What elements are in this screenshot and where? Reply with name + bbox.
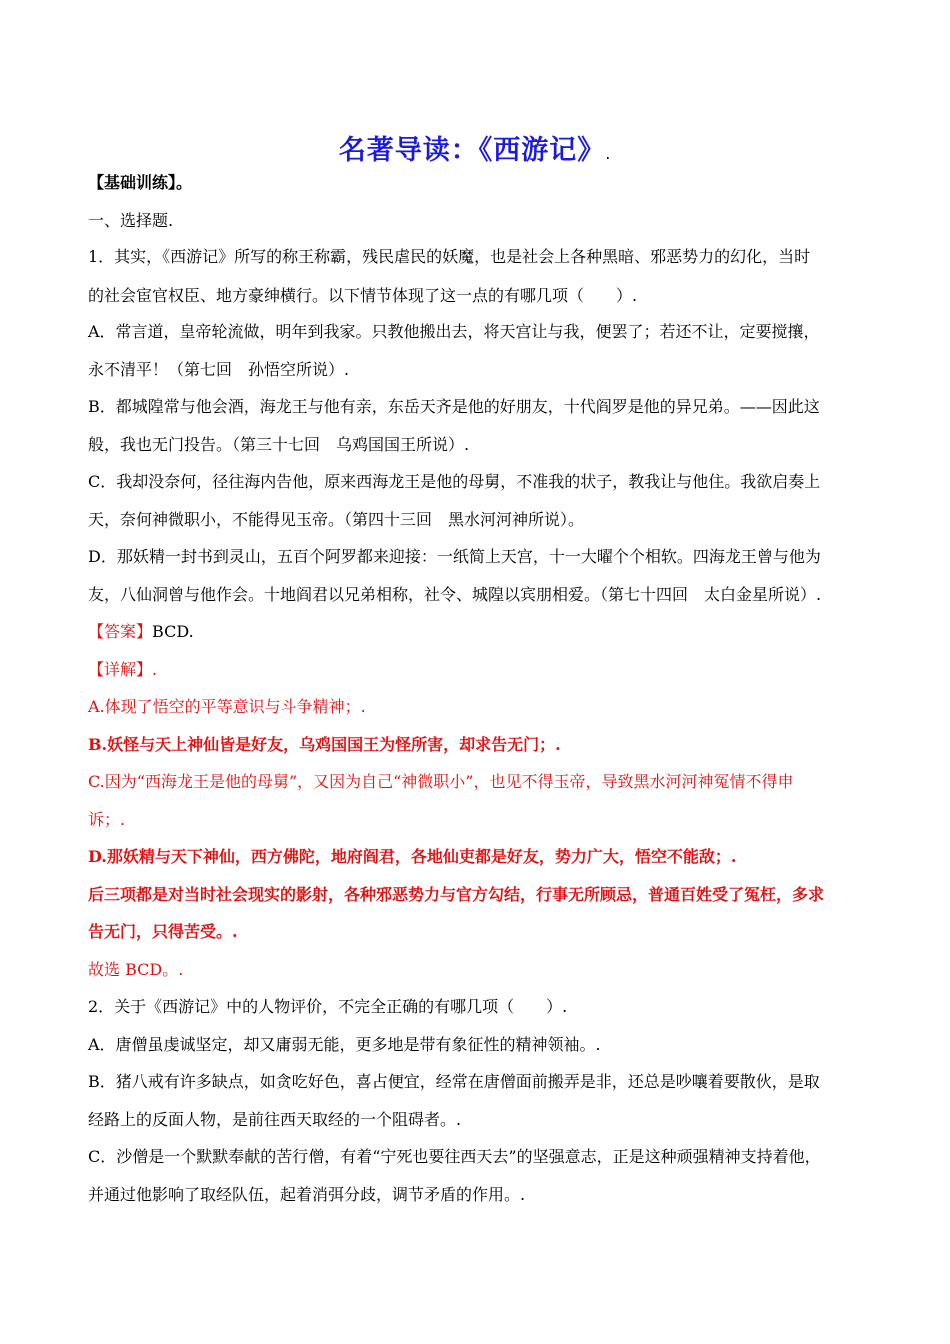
q2-option-a: A．唐僧虽虔诚坚定，却又庸弱无能，更多地是带有象征性的精神领袖。. (88, 1035, 601, 1054)
title-text: 名著导读：《西游记》 (338, 135, 606, 166)
q1-answer (88, 621, 868, 643)
title-mark: . (605, 144, 612, 163)
q1-option-b-line1: B．都城隍常与他会酒，海龙王与他有亲，东岳天齐是他的好朋友，十代阎罗是他的异兄弟。——因此这 (88, 397, 820, 416)
q1-summary-line2: 告无门，只得苦受。. (88, 922, 238, 941)
q1-option-b-line2: 般，我也无门投告。（第三十七回 乌鸡国国王所说）. (88, 435, 470, 454)
page-title (0, 128, 950, 167)
answer-value: BCD. (152, 622, 194, 641)
q1-option-c-line2: 天，奈何神微职小，不能得见玉帝。（第四十三回 黑水河河神所说）。 (88, 510, 585, 529)
q1-option-a-line1: A．常言道，皇帝轮流做，明年到我家。只教他搬出去，将天宫让与我，便罢了；若还不让，定要搅攘， (88, 322, 820, 341)
section-heading: 【基础训练】。 (88, 173, 193, 192)
part-heading: 一、选择题. (88, 211, 174, 230)
q1-option-c-line1: C．我却没奈何，径往海内告他，原来西海龙王是他的母舅，不准我的状子，教我让与他住。我欲启奏上 (88, 472, 821, 491)
q1-option-d-line1: D．那妖精一封书到灵山，五百个阿罗都来迎接：一纸简上天宫，十一大曜个个相软。四海龙王曾与他为 (88, 547, 821, 566)
q2-option-c-line2: 并通过他影响了取经队伍，起着消弭分歧，调节矛盾的作用。. (88, 1185, 526, 1204)
q1-summary-line1: 后三项都是对当时社会现实的影射，各种邪恶势力与官方勾结，行事无所顾忌，普通百姓受了冤枉，多求 (88, 885, 825, 904)
q1-explain-c-line1: C.因为“西海龙王是他的母舅”，又因为自己“神微职小”，也见不得玉帝，导致黑水河河神冤情不得申 (88, 772, 794, 791)
q2-option-b-line1: B．猪八戒有许多缺点，如贪吃好色，喜占便宜，经常在唐僧面前搬弄是非，还总是吵嚷着要散伙，是取 (88, 1072, 820, 1091)
q1-detail-tag: 【详解】. (88, 660, 158, 679)
q1-option-d-line2: 友，八仙洞曾与他作会。十地阎君以兄弟相称，社令、城隍以宾朋相爱。（第七十四回 太白金星所说）. (88, 585, 822, 604)
q1-explain-a: A.体现了悟空的平等意识与斗争精神；. (88, 697, 366, 716)
q1-option-a-line2: 永不清平！（第七回 孙悟空所说）. (88, 360, 350, 379)
q1-choose: 故选 BCD。. (88, 960, 184, 979)
q1-explain-d: D.那妖精与天下神仙，西方佛陀，地府阎君，各地仙吏都是好友，势力广大，悟空不能敌；. (88, 847, 737, 866)
answer-tag: 【答案】 (88, 622, 153, 641)
q1-explain-c-line2: 诉；. (88, 810, 126, 829)
q1-stem-line1: 1．其实，《西游记》所写的称王称霸，残民虐民的妖魔，也是社会上各种黑暗、邪恶势力的幻化，当时 (88, 247, 811, 266)
q1-stem-line2: 的社会宦官权臣、地方豪绅横行。以下情节体现了这一点的有哪几项（ ）. (88, 286, 638, 305)
q2-option-b-line2: 经路上的反面人物，是前往西天取经的一个阻碍者。. (88, 1110, 462, 1129)
q2-option-c-line1: C．沙僧是一个默默奉献的苦行僧，有着“宁死也要往西天去”的坚强意志，正是这种顽强精神支持着他， (88, 1147, 821, 1166)
q2-stem: 2．关于《西游记》中的人物评价，不完全正确的有哪几项（ ）. (88, 997, 568, 1016)
q1-explain-b: B.妖怪与天上神仙皆是好友，乌鸡国国王为怪所害，却求告无门；. (88, 735, 561, 754)
